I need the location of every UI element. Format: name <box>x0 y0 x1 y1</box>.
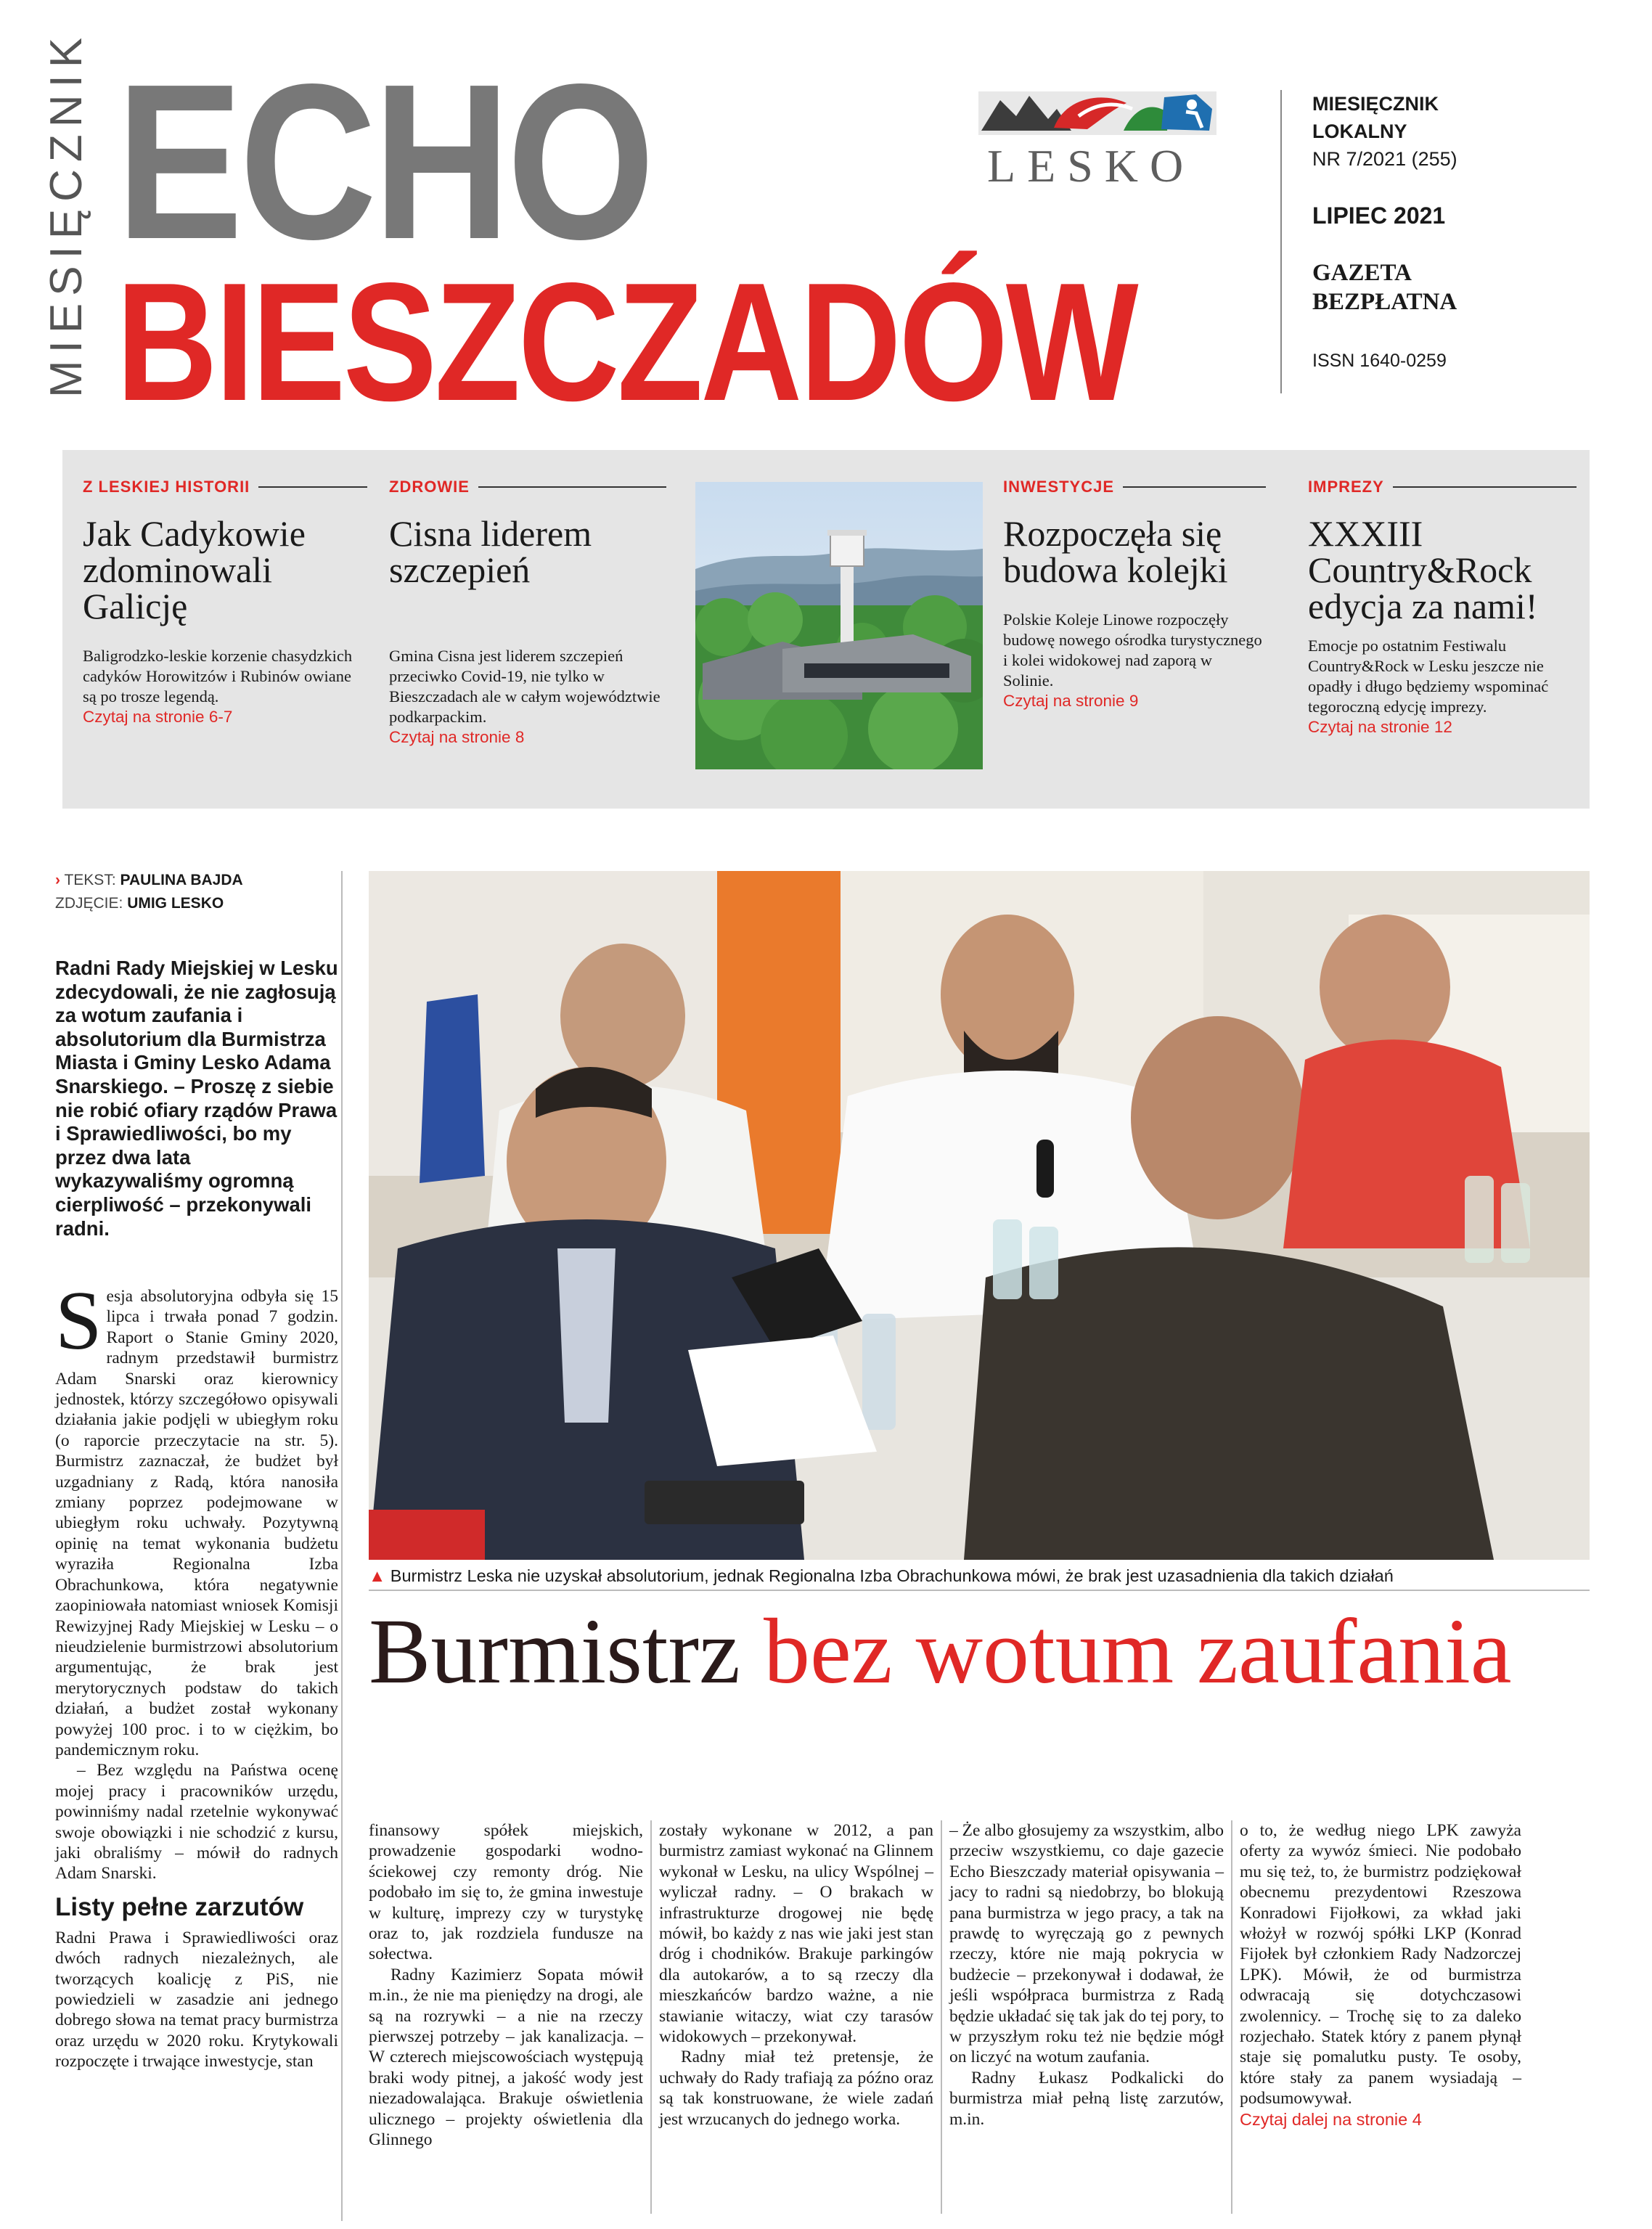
article-column-3 <box>949 1820 1224 2130</box>
teaser-category: IMPREZY <box>1308 478 1577 496</box>
article-body-left <box>55 1275 338 2072</box>
teaser-photo-tower <box>695 482 983 769</box>
issn: ISSN 1640-0259 <box>1312 351 1447 371</box>
caption-triangle-icon: ▲ <box>369 1566 386 1585</box>
column-divider <box>1231 1820 1232 2214</box>
drop-cap: S <box>55 1275 102 1367</box>
publication-type-2: LOKALNY <box>1312 120 1407 142</box>
credit-photo: ZDJĘCIE: UMIG LESKO <box>55 895 224 912</box>
teaser-headline[interactable]: Rozpoczęła się budowa kolejki <box>1003 513 1228 590</box>
teaser-body: Polskie Koleje Linowe rozpoczęły budowę nowego ośrodka turystycznego i kolei widokowej nad zaporą w Solinie. <box>1003 610 1262 690</box>
article-paragraph: o to, że według niego LPK zawyża oferty za wywóz śmieci. Nie podobało mu się też, to, że burmistrz podziękował obecnemu prezydentowi Rzeszowa Konradowi Fijołkowi, za wkład jaki włożył w rozwój spółki LKP (Konrad Fijołek był członkiem Rady Nadzorczej LPK). Mówił, że od burmistrza odwracają się dotychczasowi zwolennicy. – Trochę się to za daleko rozjechało. Statek który z panem płynął staje się pomalutku pusty. Te osoby, które stały za panem wysiadają – podsumowywał. <box>1240 1821 1521 2109</box>
free-label: GAZETA <box>1312 260 1412 286</box>
lesko-logo-text: LESKO <box>987 140 1195 192</box>
masthead-vertical-label: MIESIĘCZNIK <box>41 30 91 398</box>
caption-divider <box>369 1590 1590 1591</box>
teaser-headline[interactable]: Cisna liderem szczepień <box>389 513 592 590</box>
teaser-investments[interactable] <box>1003 478 1266 711</box>
photo-caption: ▲ Burmistrz Leska nie uzyskał absolutorium, jednak Regionalna Izba Obrachunkowa mówi, że brak jest uzasadnienia dla takich działań <box>369 1566 1394 1585</box>
masthead-info <box>1312 90 1617 375</box>
teaser-link[interactable]: Czytaj na stronie 9 <box>1003 692 1139 710</box>
teaser-link[interactable]: Czytaj na stronie 8 <box>389 728 525 746</box>
article-credits <box>55 869 338 915</box>
teaser-category: INWESTYCJE <box>1003 478 1266 496</box>
headline-black: Burmistrz <box>369 1600 740 1703</box>
article-column-1 <box>369 1820 643 2151</box>
credit-text: › TEKST: PAULINA BAJDA <box>55 872 243 888</box>
teaser-history[interactable] <box>83 478 367 727</box>
teaser-events[interactable] <box>1308 478 1577 737</box>
article-paragraph: Radny Kazimierz Sopata mówił m.in., że nie ma pieniędzy na drogi, ale są na rozrywki – a nie na rzeczy pierwszej potrzeby – jak kanalizacja. – W czterech miejscowościach występują braki wody pitnej, a jakość wody jest niezadowalająca. Brakuje oświetlenia ulicznego – projekty oświetlenia dla Glinnego <box>369 1965 643 2150</box>
teaser-body: Gmina Cisna jest liderem szczepień przeciwko Covid-19, nie tylko w Bieszczadach ale w całym województwie podkarpackim. <box>389 647 661 726</box>
article-subheading: Listy pełne zarzutów <box>55 1892 304 1921</box>
teaser-headline[interactable]: Jak Cadykowie zdominowali Galicję <box>83 513 306 626</box>
headline-red: bez wotum zaufania <box>763 1600 1512 1703</box>
lesko-logo <box>978 87 1216 192</box>
masthead-title-echo: ECHO <box>116 38 652 285</box>
article-paragraph: Radny miał też pretensje, że uchwały do Rady trafiają za późno oraz są tak konstruowane, że wiele zadań jest wrzucanych do jednego worka. <box>659 2048 933 2129</box>
council-session-photo <box>369 871 1590 1560</box>
continue-reading-link[interactable]: Czytaj dalej na stronie 4 <box>1240 2109 1422 2129</box>
free-label-2: BEZPŁATNA <box>1312 289 1457 315</box>
article-headline <box>369 1601 1590 1701</box>
teaser-category: ZDROWIE <box>389 478 666 496</box>
tower-landscape-image <box>695 482 983 769</box>
masthead-divider <box>1280 90 1282 393</box>
teaser-bar <box>62 450 1590 809</box>
teaser-body: Baligrodzko-leskie korzenie chasydzkich cadyków Horowitzów i Rubinów owiane są po trosze legendą. <box>83 647 353 705</box>
article-paragraph: – Bez względu na Państwa ocenę mojej pracy i pracowników urzędu, powinniśmy nadal rzetelnie wykonywać swoje obowiązki i nie schodzić z kursu, jaki obraliśmy – mówił do radnych Adam Snarski. <box>55 1761 338 1884</box>
article-main-photo <box>369 871 1590 1560</box>
article-paragraph: – Że albo głosujemy za wszystkim, albo przeciw wszystkiemu, co daje gazecie Echo Bieszczady materiał opisywania – jacy to radni są niedobrzy, bo blokują pana burmistrza w jego pracy, a tak na prawdę to wyręczają go z pewnych rzeczy, które nie mają pokrycia w budżecie – przekonywał i dodawał, że jeśli współpraca burmistrza z Radą będzie układać się tak jak do tej pory, to w przyszłym roku też nie będzie mógł on liczyć na wotum zaufania. <box>949 1821 1224 2067</box>
article-paragraph: Radni Prawa i Sprawiedliwości oraz dwóch radnych niezależnych, ale tworzących koalicję z PiS, nie powiedzieli w zasadzie ani jednego dobrego słowa na temat pracy burmistrza oraz urzędu w 2020 roku. Krytykowali rozpoczęte i trwające inwestycje, stan <box>55 1928 338 2071</box>
article-column-2 <box>659 1820 933 2130</box>
article-column-4 <box>1240 1820 1521 2130</box>
issue-number: NR 7/2021 (255) <box>1312 148 1457 170</box>
column-divider <box>341 871 343 2221</box>
chevron-right-icon: › <box>55 872 60 888</box>
teaser-body: Emocje po ostatnim Festiwalu Country&Rock w Lesku jeszcze nie opadły i długo będziemy wspominać tegoroczną edycję imprezy. <box>1308 637 1549 716</box>
column-divider <box>941 1820 942 2214</box>
article-paragraph: finansowy spółek miejskich, prowadzenie gospodarki wodno-ściekowej czy remonty dróg. Nie podobało im się to, że gmina inwestuje w kulturę, imprezy czy w turystykę oraz to, jak rozdziela fundusze na sołectwa. <box>369 1821 643 1964</box>
column-divider <box>650 1820 652 2214</box>
teaser-headline[interactable]: XXXIII Country&Rock edycja za nami! <box>1308 513 1538 626</box>
teaser-health[interactable] <box>389 478 666 748</box>
article-paragraph: zostały wykonane w 2012, a pan burmistrz zamiast wykonać na Glinnem wykonał w Lesku, na ulicy Wspólnej – wyliczał radny. – O brakach w infrastrukturze drogowej nie będę mówił, bo każdy z nas wie jaki jest stan dróg i chodników. Brakuje parkingów dla autokarów, a to są rzeczy dla mieszkańców bardzo ważne, a nie stawianie witaczy, wiat czy tarasów widokowych – przekonywał. <box>659 1821 933 2047</box>
issue-date: LIPIEC 2021 <box>1312 203 1446 229</box>
teaser-link[interactable]: Czytaj na stronie 6-7 <box>83 708 233 726</box>
article-paragraph: Radny Łukasz Podkalicki do burmistrza miał pełną listę zarzutów, m.in. <box>949 2068 1224 2129</box>
article-lead: Radni Rady Miejskiej w Lesku zdecydowali, że nie zagłosują za wotum zaufania i absolutorium dla Burmistrza Miasta i Gminy Lesko Adama Snarskiego. – Proszę z siebie nie robić ofiary rządów Prawa i Sprawiedliwości, bo my przez dwa lata wykazywaliśmy ogromną cierpliwość – przekonywali radni. <box>55 957 338 1240</box>
teaser-category: Z LESKIEJ HISTORII <box>83 478 367 496</box>
masthead-title-bieszczadow: BIESZCZADÓW <box>116 248 1137 436</box>
article-paragraph: Sesja absolutoryjna odbyła się 15 lipca i trwała ponad 7 godzin. Raport o Stanie Gminy 2020, radnym przedstawił burmistrz Adam Snarski oraz kierownicy jednostek, którzy szczegółowo opisywali działania jakie podjęli w ubiegłym roku (o raporcie przeczytacie na str. 5). Burmistrz zaznaczał, że budżet był uzgadniany z Radą, która nanosiła zmiany poprzez podejmowane w ubiegłym roku uchwały. Pozytywną opinię na temat wykonania budżetu wyraziła Regionalna Izba Obrachunkowa, która negatywnie zaopiniowała natomiast wniosek Komisji Rewizyjnej Rady Miejskiej w Lesku – o nieudzielenie burmistrzowi absolutorium argumentując, że brak jest merytorycznych podstaw do takich działań, a budżet został wykonany powyżej 100 proc. i to w ciężkim, bo pandemicznym roku. <box>55 1275 338 1759</box>
lesko-logo-graphic <box>978 87 1216 145</box>
teaser-link[interactable]: Czytaj na stronie 12 <box>1308 718 1452 736</box>
publication-type: MIESIĘCZNIK <box>1312 93 1439 115</box>
